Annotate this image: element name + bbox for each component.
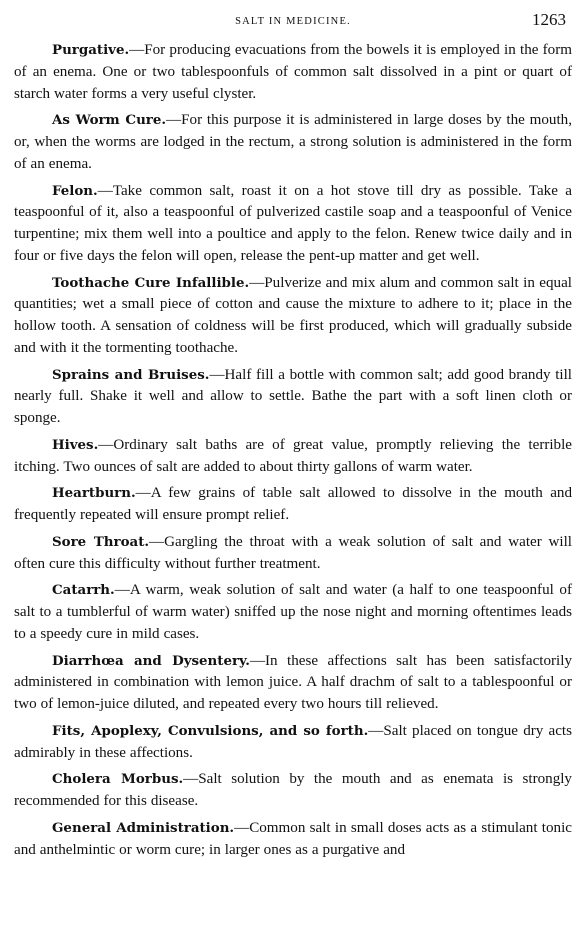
page-number: 1263 [532, 10, 566, 29]
page-header [14, 0, 572, 40]
entry-term: General Administration. [52, 819, 235, 836]
entry-text: —A warm, weak solution of salt and water (a half to one teaspoonful of salt to a tumblerful of warm water) sniffed up the nose night and morning oftentimes leads to a speedy cure in mild cases. [14, 582, 572, 642]
entry-term: Toothache Cure Infallible. [52, 274, 250, 291]
entry-cholera [14, 769, 572, 813]
entry-felon [14, 181, 572, 268]
entry-term: Heartburn. [52, 485, 136, 502]
entry-text: —Common salt in small doses acts as a stimulant tonic and anthelmintic or worm cure; in larger ones as a purgative and [14, 819, 572, 858]
entry-text: —Half fill a bottle with common salt; add good brandy till nearly full. Shake it well and allow to settle. Bathe the part with a soft linen cloth or sponge. [14, 366, 572, 426]
entry-text: —Gargling the throat with a weak solution of salt and water will often cure this difficulty without further treatment. [14, 533, 572, 572]
entry-term: As Worm Cure. [52, 112, 167, 129]
entry-fits [14, 721, 572, 765]
entry-worm-cure [14, 110, 572, 175]
entry-catarrh [14, 580, 572, 645]
entry-text: —Salt solution by the mouth and as enemata is strongly recommended for this disease. [14, 771, 572, 809]
entry-sore-throat [14, 532, 572, 576]
entry-term: Sore Throat. [52, 533, 150, 550]
entry-term: Sprains and Bruises. [52, 366, 210, 383]
entry-text: —In these affections salt has been satisfactorily administered in combination with lemon juice. A half drachm of salt to a tablespoonful or two of lemon-juice diluted, and repeated every two hours till relieved. [14, 652, 572, 712]
entry-term: Catarrh. [52, 582, 115, 599]
entry-term: Cholera Morbus. [52, 771, 184, 788]
entry-general-administration [14, 818, 572, 862]
entry-toothache [14, 273, 572, 360]
entry-term: Fits, Apoplexy, Convulsions, and so forth. [52, 722, 369, 739]
entry-term: Diarrhœa and Dysentery. [52, 652, 250, 669]
entry-text: —A few grains of table salt allowed to dissolve in the mouth and frequently repeated will ensure prompt relief. [14, 485, 572, 523]
entry-text: —Pulverize and mix alum and common salt in equal quantities; wet a small piece of cotton and cause the mixture to adhere to it; place in the hollow tooth. A sensation of coldness will be first produced, which will gradually subside and with it the tormenting toothache. [14, 274, 572, 356]
entry-sprains [14, 365, 572, 430]
page-body [14, 40, 572, 861]
entry-term: Purgative. [52, 42, 130, 58]
entry-hives [14, 435, 572, 479]
entry-text: —Take common salt, roast it on a hot stove till dry as possible. Take a teaspoonful of it, also a teaspoonful of pulverized castile soap and a teaspoonful of Venice turpentine; mix them well into a poultice and apply to the felon. Renew twice daily and in four or five days the felon will open, release the pent-up matter and get well. [14, 182, 572, 264]
entry-text: —Ordinary salt baths are of great value, promptly relieving the terrible itching. Two ounces of salt are added to about thirty gallons of warm water. [14, 436, 572, 475]
entry-term: Felon. [52, 182, 98, 199]
entry-text: —Salt placed on tongue dry acts admirably in these affections. [14, 722, 572, 761]
entry-text: —For this purpose it is administered in large doses by the mouth, or, when the worms are lodged in the rectum, a strong solution is administered in the form of an enema. [14, 112, 572, 172]
running-title: SALT IN MEDICINE. [235, 16, 351, 27]
entry-text: —For producing evacuations from the bowels it is employed in the form of an enema. One or two tablespoonfuls of common salt dissolved in a pint or quart of starch water forms a very useful clyster. [14, 42, 572, 102]
entry-heartburn [14, 483, 572, 527]
entry-term: Hives. [52, 436, 99, 453]
entry-diarrhoea [14, 651, 572, 716]
entry-purgative [14, 40, 572, 105]
